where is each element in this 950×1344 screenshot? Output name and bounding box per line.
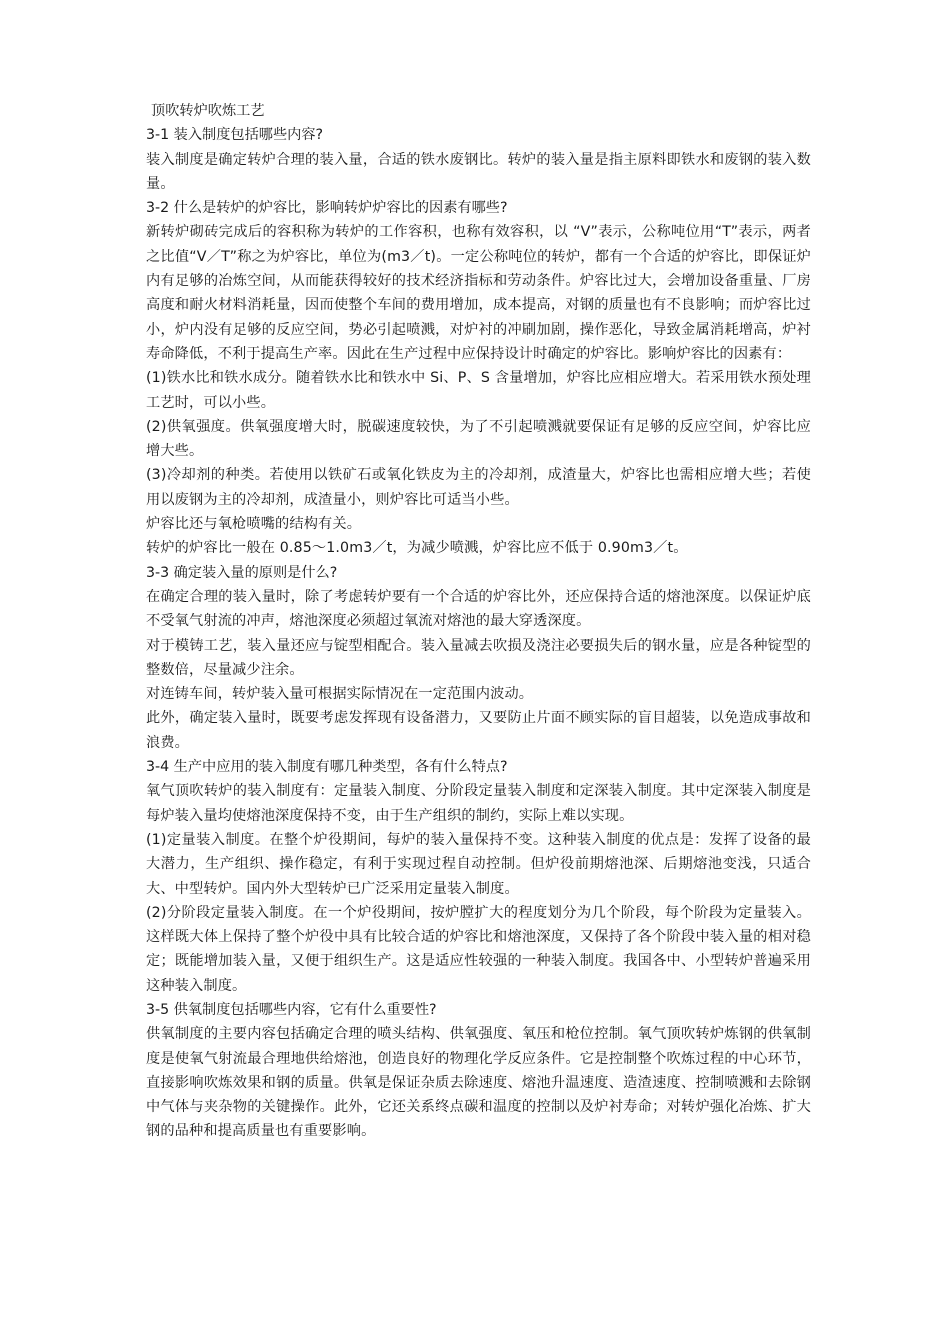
- section-3-2: [146, 196, 811, 560]
- paragraph: (3)冷却剂的种类。若使用以铁矿石或氧化铁皮为主的冷却剂，成渣量大，炉容比也需相应增大些；若使用以废钢为主的冷却剂，成渣量小，则炉容比可适当小些。: [146, 467, 811, 508]
- paragraph: 装入制度是确定转炉合理的装入量，合适的铁水废钢比。转炉的装入量是指主原料即铁水和废钢的装入数量。: [146, 151, 811, 192]
- paragraph: (1)定量装入制度。在整个炉役期间，每炉的装入量保持不变。这种装入制度的优点是：发挥了设备的最大潜力，生产组织、操作稳定，有利于实现过程自动控制。但炉役前期熔池深、后期熔池变浅，只适合大、中型转炉。国内外大型转炉已广泛采用定量装入制度。: [146, 831, 811, 897]
- paragraph: 对连铸车间，转炉装入量可根据实际情况在一定范围内波动。: [146, 686, 534, 703]
- paragraph: 此外，确定装入量时，既要考虑发挥现有设备潜力，又要防止片面不顾实际的盲目超装，以免造成事故和浪费。: [146, 710, 811, 751]
- document-page: [146, 99, 811, 1144]
- section-heading: 3-5 供氧制度包括哪些内容，它有什么重要性?: [146, 1001, 437, 1018]
- paragraph: 供氧制度的主要内容包括确定合理的喷头结构、供氧强度、氧压和枪位控制。氧气顶吹转炉炼钢的供氧制度是使氧气射流最合理地供给熔池，创造良好的物理化学反应条件。它是控制整个吹炼过程的中心环节，直接影响吹炼效果和钢的质量。供氧是保证杂质去除速度、熔池升温速度、造渣速度、控制喷溅和去除钢中气体与夹杂物的关键操作。此外，它还关系终点碳和温度的控制以及炉衬寿命；对转炉强化冶炼、扩大钢的品种和提高质量也有重要影响。: [146, 1026, 811, 1140]
- paragraph: 转炉的炉容比一般在 0.85～1.0m3／t，为减少喷溅，炉容比应不低于 0.90m3／t。: [146, 540, 688, 557]
- section-heading: 3-4 生产中应用的装入制度有哪几种类型，各有什么特点?: [146, 759, 508, 776]
- section-heading: 3-3 确定装入量的原则是什么?: [146, 564, 338, 581]
- paragraph: (2)供氧强度。供氧强度增大时，脱碳速度较快，为了不引起喷溅就要保证有足够的反应空间，炉容比应增大些。: [146, 418, 811, 460]
- paragraph: (1)铁水比和铁水成分。随着铁水比和铁水中 Si、P、S 含量增加，炉容比应相应增大。若采用铁水预处理工艺时，可以小些。: [146, 370, 811, 411]
- section-3-3: [146, 561, 811, 755]
- paragraph: (2)分阶段定量装入制度。在一个炉役期间，按炉膛扩大的程度划分为几个阶段，每个阶段为定量装入。这样既大体上保持了整个炉役中具有比较合适的炉容比和熔池深度，又保持了各个阶段中装入量的相对稳定；既能增加装入量，又便于组织生产。这是适应性较强的一种装入制度。我国各中、小型转炉普遍采用这种装入制度。: [146, 904, 811, 994]
- section-heading: 3-1 装入制度包括哪些内容?: [146, 127, 324, 144]
- paragraph: 对于模铸工艺，装入量还应与锭型相配合。装入量减去吹损及浇注必要损失后的钢水量，应是各种锭型的整数倍，尽量减少注余。: [146, 637, 811, 678]
- paragraph: 新转炉砌砖完成后的容积称为转炉的工作容积，也称有效容积，以 “V”表示，公称吨位用“T”表示，两者之比值“V／T”称之为炉容比，单位为(m3／t)。一定公称吨位的转炉，都有一个合适的炉容比，即保证炉内有足够的冶炼空间，从而能获得较好的技术经济指标和劳动条件。炉容比过大，会增加设备重量、厂房高度和耐火材料消耗量，因而使整个车间的费用增加，成本提高，对钢的质量也有不良影响；而炉容比过小，炉内没有足够的反应空间，势必引起喷溅，对炉衬的冲刷加剧，操作恶化，导致金属消耗增高，炉衬寿命降低，不利于提高生产率。因此在生产过程中应保持设计时确定的炉容比。影响炉容比的因素有：: [146, 224, 811, 362]
- section-3-4: [146, 755, 811, 998]
- paragraph: 在确定合理的装入量时，除了考虑转炉要有一个合适的炉容比外，还应保持合适的熔池深度。以保证炉底不受氧气射流的冲声，熔池深度必须超过氧流对熔池的最大穿透深度。: [146, 588, 811, 630]
- section-3-1: [146, 123, 811, 196]
- document-title: 顶吹转炉吹炼工艺: [151, 103, 265, 119]
- paragraph: 炉容比还与氧枪喷嘴的结构有关。: [146, 516, 362, 533]
- section-heading: 3-2 什么是转炉的炉容比，影响转炉炉容比的因素有哪些?: [146, 200, 508, 217]
- section-3-5: [146, 998, 811, 1144]
- paragraph: 氧气顶吹转炉的装入制度有：定量装入制度、分阶段定量装入制度和定深装入制度。其中定深装入制度是每炉装入量均使熔池深度保持不变，由于生产组织的制约，实际上难以实现。: [146, 783, 811, 824]
